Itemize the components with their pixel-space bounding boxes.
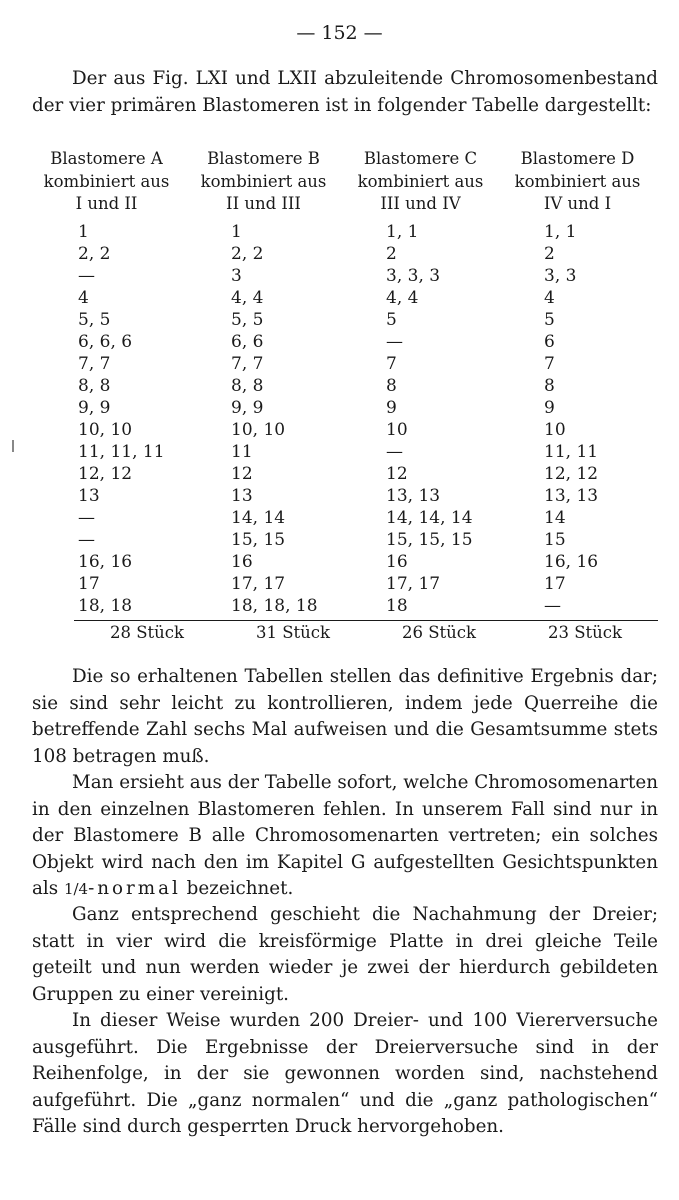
table-cell: 13, 13 xyxy=(544,485,599,506)
table-cell: 4 xyxy=(544,287,555,308)
table-cell: 3 xyxy=(231,265,242,286)
table-cell: 5, 5 xyxy=(78,309,111,330)
table-cell: 7 xyxy=(544,353,555,374)
table-cell: 16 xyxy=(386,551,408,572)
table-cell: 5, 5 xyxy=(231,309,264,330)
table-totals xyxy=(74,620,658,645)
table-column xyxy=(185,221,342,617)
table-cell: 5 xyxy=(386,309,397,330)
header-blastomere-a xyxy=(28,148,185,216)
page-number: — 152 — xyxy=(296,22,383,44)
total-d: 23 Stück xyxy=(547,622,623,642)
table-cell: 1, 1 xyxy=(544,221,577,242)
table-cell: — xyxy=(544,595,561,616)
header-blastomere-b xyxy=(185,148,342,216)
table-cell: 6, 6, 6 xyxy=(78,331,133,352)
paragraph-4: In dieser Weise wurden 200 Dreier- und 100 Viererversuche ausgeführt. Die Ergebnisse der Dreierversuche sind in der Reihenfolge, in der sie gewonnen worden sind, nachstehend aufgeführt. Die „ganz normalen“ und die „ganz pathologischen“ Fälle sind durch gesperrten Druck hervorgehoben. xyxy=(32,1010,658,1138)
table-cell: 3, 3 xyxy=(544,265,577,286)
table-cell: 3, 3, 3 xyxy=(386,265,441,286)
table-cell: 5 xyxy=(544,309,555,330)
table-body xyxy=(28,221,656,617)
table-cell: 4, 4 xyxy=(386,287,419,308)
header-a-line2: kombiniert aus xyxy=(43,171,170,191)
table-cell: 11, 11 xyxy=(544,441,599,462)
table-cell: 2 xyxy=(386,243,397,264)
table-cell: 16, 16 xyxy=(544,551,599,572)
table-cell: 15, 15 xyxy=(231,529,286,550)
table-cell: 2, 2 xyxy=(231,243,264,264)
table-cell: 9 xyxy=(386,397,397,418)
header-b-line2: kombiniert aus xyxy=(200,171,327,191)
table-cell: 17, 17 xyxy=(386,573,441,594)
table-cell: 17 xyxy=(78,573,100,594)
table-cell: — xyxy=(78,265,95,286)
table-cell: — xyxy=(386,441,403,462)
table-cell: 4, 4 xyxy=(231,287,264,308)
paragraph-2-end: bezeichnet. xyxy=(180,878,294,900)
table-cell: 12 xyxy=(386,463,408,484)
spaced-normal: -normal xyxy=(88,878,181,900)
header-d-line1: Blastomere D xyxy=(520,149,635,168)
table-cell: — xyxy=(386,331,403,352)
header-c-line3: III und IV xyxy=(380,194,461,213)
table-cell: 7, 7 xyxy=(231,353,264,374)
table-column xyxy=(342,221,499,617)
table-cell: 12, 12 xyxy=(544,463,599,484)
header-d-line3: IV und I xyxy=(543,194,612,213)
intro-paragraph: Der aus Fig. LXI und LXII abzuleitende Chromosomenbestand der vier primären Blastomeren ist in folgender Tabelle dargestellt: xyxy=(32,68,658,116)
table-cell: 6, 6 xyxy=(231,331,264,352)
table-cell: 16 xyxy=(231,551,253,572)
table-cell: — xyxy=(78,529,95,550)
table-cell: 9, 9 xyxy=(78,397,111,418)
fraction: 1/4 xyxy=(63,880,89,899)
paragraph-1: Die so erhaltenen Tabellen stellen das definitive Ergebnis dar; sie sind sehr leicht zu kontrollieren, indem jede Querreihe die betreffende Zahl sechs Mal aufweisen und die Gesamtsumme stets 108 betragen muß. xyxy=(32,666,658,767)
table-cell: 1 xyxy=(231,221,242,242)
table-cell: 14 xyxy=(544,507,566,528)
table-cell: 8 xyxy=(544,375,555,396)
header-d-line2: kombiniert aus xyxy=(514,171,641,191)
table-cell: 18, 18, 18 xyxy=(231,595,318,616)
paragraph-2-text: Man ersieht aus der Tabelle sofort, welche Chromosomenarten in den einzelnen Blastomeren fehlen. In unserem Fall sind nur in der Blastomere B alle Chromosomenarten vertreten; ein solches Objekt wird nach den im Kapitel G aufgestellten Gesichtspunkten als xyxy=(32,772,658,900)
header-b-line1: Blastomere B xyxy=(207,149,320,168)
table-cell: 16, 16 xyxy=(78,551,133,572)
table-cell: 13 xyxy=(78,485,100,506)
table-cell: 10 xyxy=(544,419,566,440)
table-cell: 15, 15, 15 xyxy=(386,529,473,550)
table-cell: 8, 8 xyxy=(231,375,264,396)
table-cell: 2, 2 xyxy=(78,243,111,264)
table-cell: 6 xyxy=(544,331,555,352)
table-cell: 17 xyxy=(544,573,566,594)
table-cell: 2 xyxy=(544,243,555,264)
header-c-line1: Blastomere C xyxy=(363,149,478,168)
table-cell: 7, 7 xyxy=(78,353,111,374)
table-cell: 4 xyxy=(78,287,89,308)
table-column xyxy=(499,221,656,617)
table-cell: 10, 10 xyxy=(78,419,133,440)
header-c-line2: kombiniert aus xyxy=(357,171,484,191)
table-cell: 17, 17 xyxy=(231,573,286,594)
table-cell: 9 xyxy=(544,397,555,418)
header-blastomere-c xyxy=(342,148,499,216)
header-blastomere-d xyxy=(499,148,656,216)
table-column xyxy=(28,221,185,617)
table-cell: 11, 11, 11 xyxy=(78,441,165,462)
table-cell: 7 xyxy=(386,353,397,374)
table-cell: 1 xyxy=(78,221,89,242)
header-a-line1: Blastomere A xyxy=(50,149,163,168)
table-cell: 1, 1 xyxy=(386,221,419,242)
table-cell: 9, 9 xyxy=(231,397,264,418)
header-b-line3: II und III xyxy=(226,194,301,213)
total-b: 31 Stück xyxy=(255,622,331,642)
chromosome-table xyxy=(28,148,656,645)
table-cell: 10 xyxy=(386,419,408,440)
table-cell: 13 xyxy=(231,485,253,506)
table-cell: 18, 18 xyxy=(78,595,133,616)
total-c: 26 Stück xyxy=(401,622,477,642)
table-cell: 14, 14, 14 xyxy=(386,507,473,528)
table-cell: 13, 13 xyxy=(386,485,441,506)
margin-mark xyxy=(12,440,14,452)
table-cell: 14, 14 xyxy=(231,507,286,528)
paragraph-3: Ganz entsprechend geschieht die Nachahmung der Dreier; statt in vier wird die kreisförmige Platte in drei gleiche Teile geteilt und nun werden wieder je zwei der hierdurch gebildeten Gruppen zu einer vereinigt. xyxy=(32,904,658,1005)
table-cell: 8, 8 xyxy=(78,375,111,396)
table-cell: 18 xyxy=(386,595,408,616)
total-a: 28 Stück xyxy=(109,622,185,642)
table-cell: 12, 12 xyxy=(78,463,133,484)
table-cell: 12 xyxy=(231,463,253,484)
table-cell: 8 xyxy=(386,375,397,396)
paragraph-2 xyxy=(32,770,658,903)
header-a-line3: I und II xyxy=(75,194,138,213)
table-cell: 11 xyxy=(231,441,253,462)
table-cell: — xyxy=(78,507,95,528)
table-cell: 15 xyxy=(544,529,566,550)
table-header xyxy=(28,148,656,216)
table-cell: 10, 10 xyxy=(231,419,286,440)
